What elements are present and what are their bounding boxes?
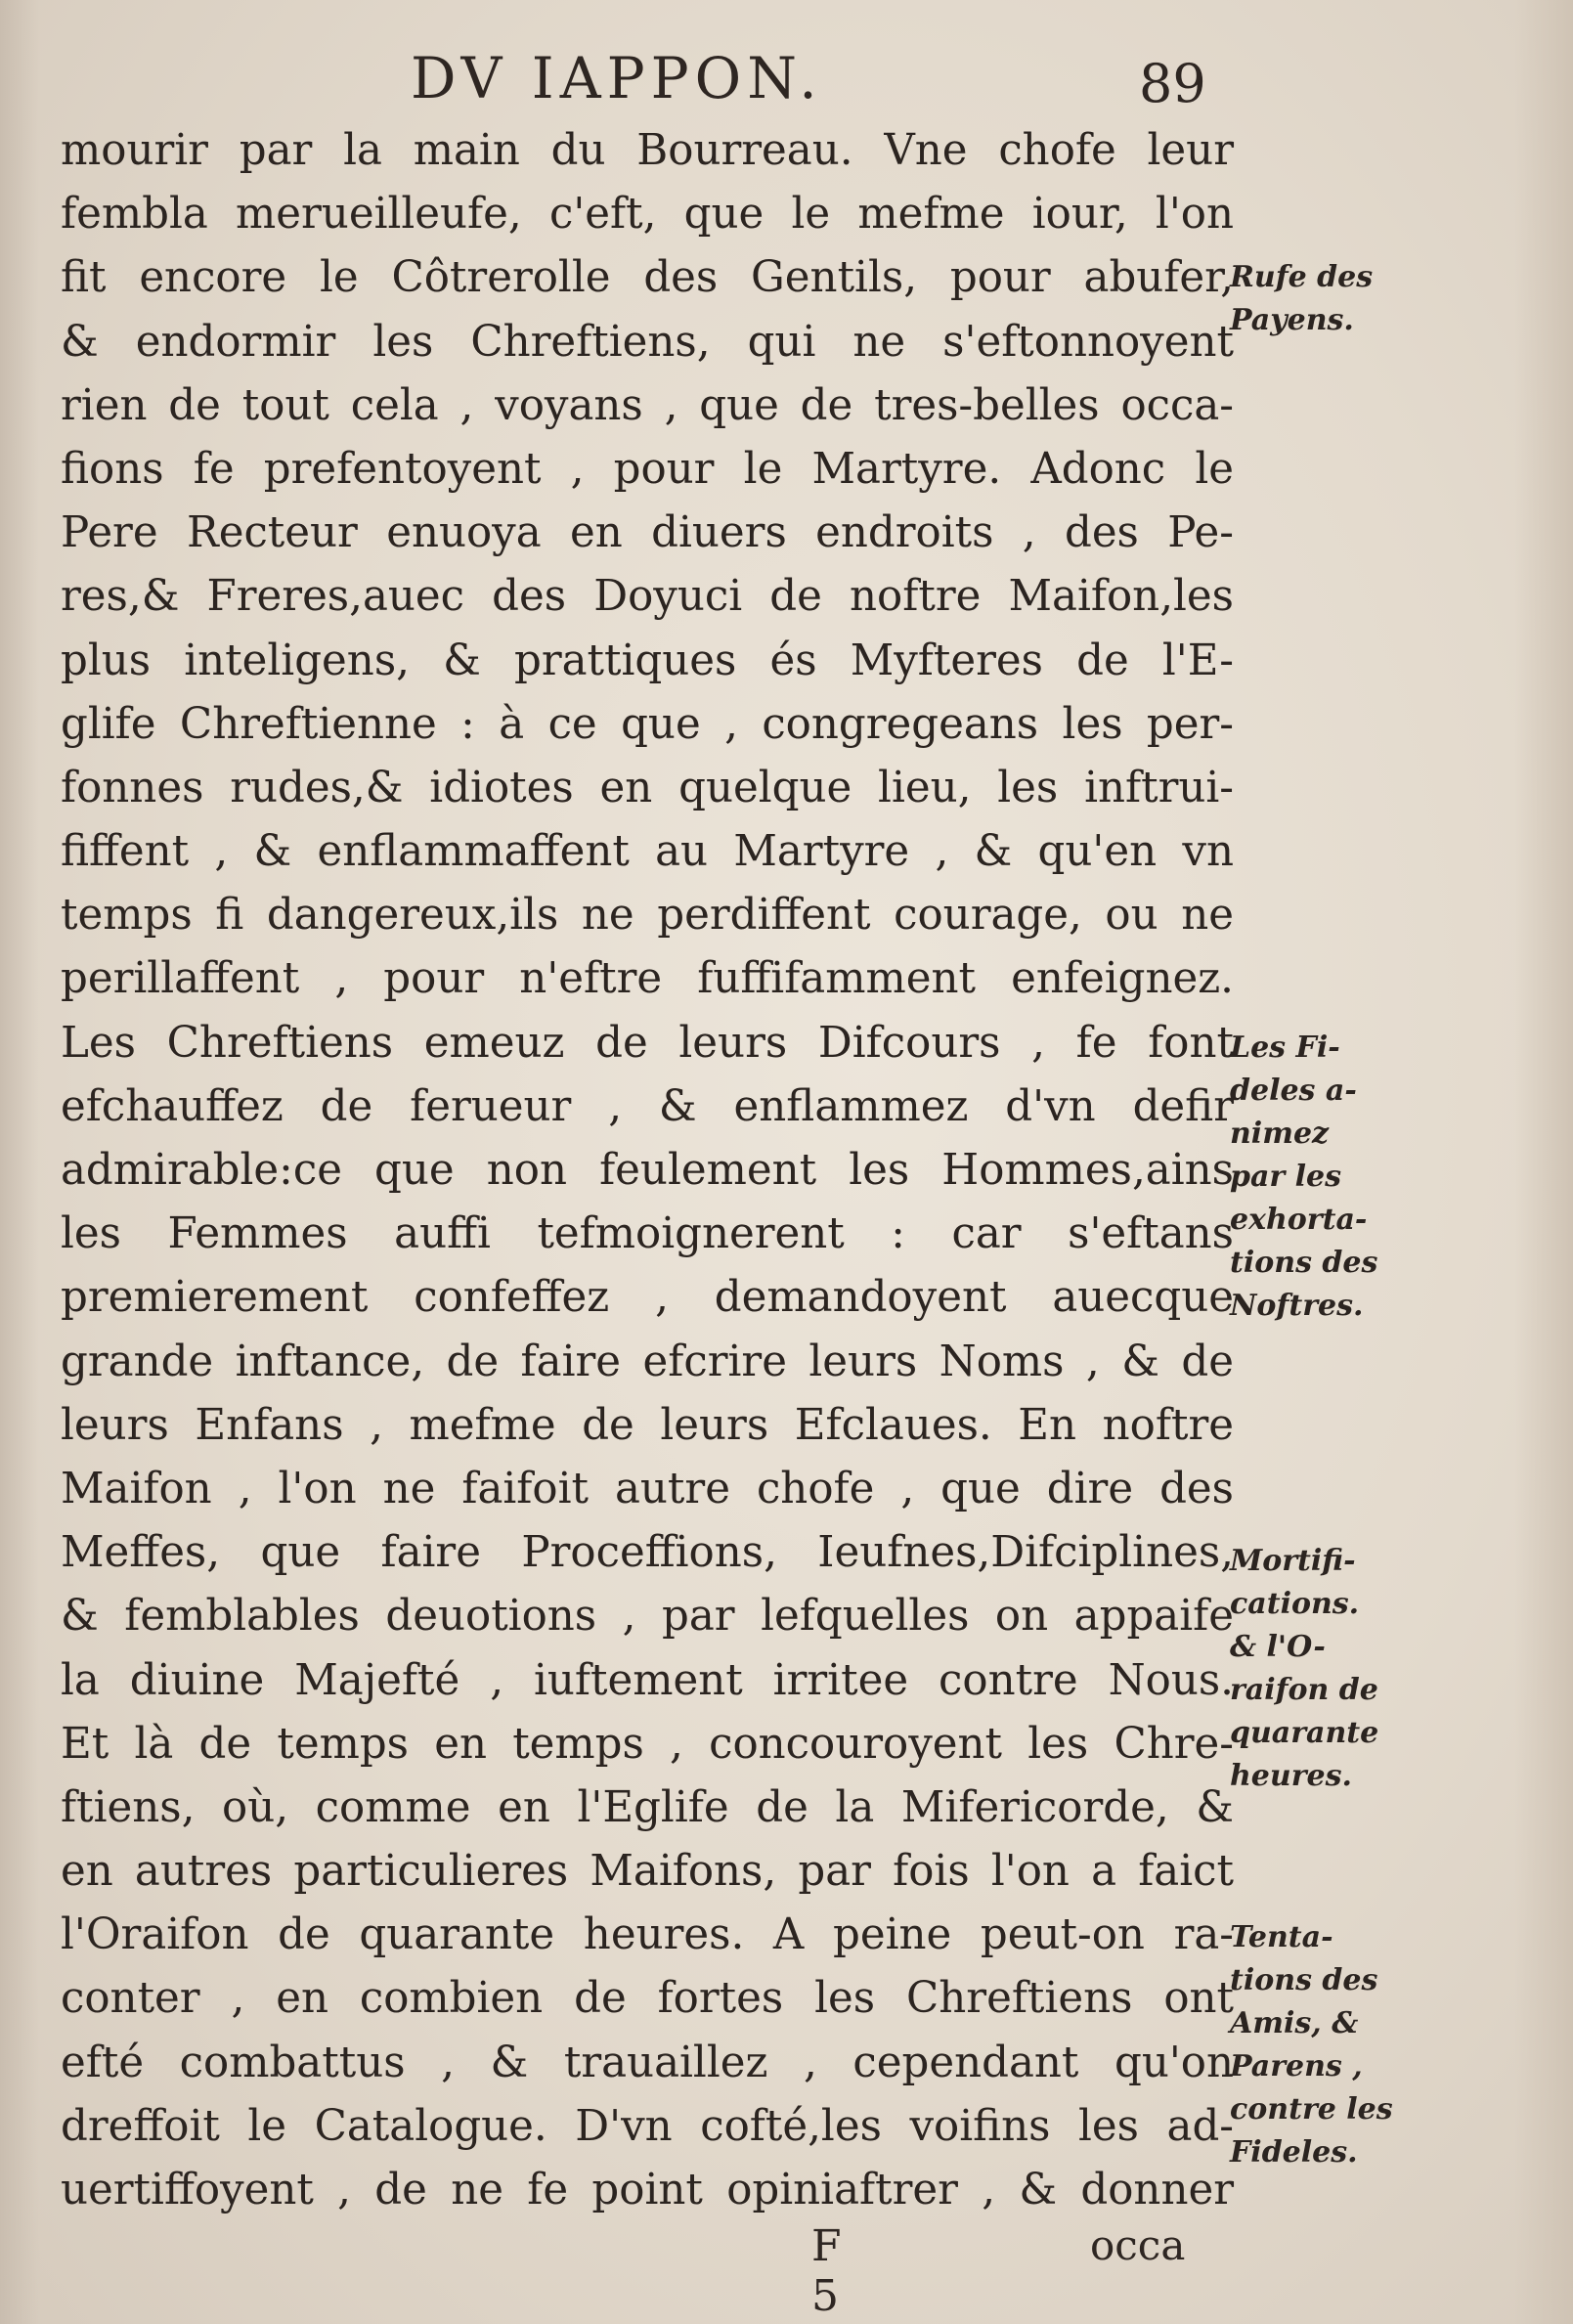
note-line: exhorta- [1230, 1203, 1368, 1237]
note-line: raifon de [1230, 1673, 1378, 1707]
note-line: & l'O- [1230, 1630, 1326, 1664]
note-line: Rufe des [1230, 260, 1374, 294]
marginal-note-tentations [1230, 1916, 1416, 2174]
note-line: quarante [1230, 1716, 1379, 1750]
note-line: tions des [1230, 1246, 1378, 1280]
text-line: Maifon , l'on ne faifoit autre chofe , que dire des [61, 1464, 1234, 1513]
text-line: & femblables deuotions , par lefquelles on appaife [61, 1592, 1234, 1642]
note-line: heures. [1230, 1759, 1352, 1793]
note-line: Tenta- [1230, 1920, 1333, 1954]
body-text [61, 119, 1234, 2222]
text-line: l'Oraifon de quarante heures. A peine peut-on ra- [61, 1910, 1234, 1960]
text-line: fit encore le Côtrerolle des Gentils, pour abufer, [61, 253, 1234, 303]
text-line: fembla merueilleufe, c'eft, que le mefme iour, l'on [61, 190, 1234, 240]
text-line: plus inteligens, & prattiques és Myfteres de l'E- [61, 636, 1234, 685]
text-line: Les Chreftiens emeuz de leurs Difcours , fe font [61, 1018, 1234, 1068]
text-line: en autres particulieres Maifons, par fois l'on a faict [61, 1847, 1234, 1897]
text-line: & endormir les Chreftiens, qui ne s'eftonnoyent [61, 317, 1234, 367]
text-line: la diuine Majefté , iuftement irritee contre Nous. [61, 1655, 1234, 1705]
running-title: DV IAPPON. [411, 45, 823, 111]
text-line: rien de tout cela , voyans , que de tres-belles occa- [61, 380, 1234, 430]
text-line: leurs Enfans , mefme de leurs Efclaues. En noftre [61, 1400, 1234, 1450]
text-line: fiffent , & enflammaffent au Martyre , & qu'en vn [61, 827, 1234, 877]
note-line: deles a- [1230, 1074, 1357, 1108]
note-line: tions des [1230, 1963, 1378, 1997]
text-line: grande inftance, de faire efcrire leurs Noms , & de [61, 1337, 1234, 1386]
text-line: glife Chreftienne : à ce que , congregeans les per- [61, 699, 1234, 749]
marginal-note-ruse [1230, 256, 1416, 342]
text-line: ftiens, où, comme en l'Eglife de la Mifericorde, & [61, 1782, 1234, 1832]
note-line: cations. [1230, 1587, 1360, 1621]
text-line: conter , en combien de fortes les Chreftiens ont [61, 1974, 1234, 2024]
page-number: 89 [1139, 53, 1206, 114]
note-line: Amis, & [1230, 2006, 1359, 2040]
text-line: les Femmes auffi tefmoignerent : car s'eftans [61, 1209, 1234, 1259]
note-line: Fideles. [1230, 2135, 1358, 2170]
text-line: fions fe prefentoyent , pour le Martyre. Adonc le [61, 444, 1234, 494]
marginal-note-fideles [1230, 1027, 1416, 1328]
page-shadow-right [1514, 0, 1573, 2324]
note-line: Les Fi- [1230, 1030, 1340, 1065]
note-line: Parens , [1230, 2049, 1363, 2083]
text-line: Et là de temps en temps , concouroyent les Chre- [61, 1719, 1234, 1769]
note-line: Mortifi- [1230, 1544, 1356, 1578]
note-line: par les [1230, 1160, 1342, 1194]
note-line: nimez [1230, 1117, 1330, 1151]
text-line: temps fi dangereux,ils ne perdiffent courage, ou ne [61, 891, 1234, 941]
text-line: res,& Freres,auec des Doyuci de noftre Maifon,les [61, 572, 1234, 622]
text-line: admirable:ce que non feulement les Hommes,ains [61, 1146, 1234, 1195]
text-line: dreffoit le Catalogue. D'vn cofté,les voifins les ad- [61, 2101, 1234, 2151]
text-line: efté combattus , & trauaillez , cependant qu'on [61, 2038, 1234, 2087]
text-line: fonnes rudes,& idiotes en quelque lieu, les inftrui- [61, 763, 1234, 812]
page-shadow-left [0, 0, 39, 2324]
marginal-note-mortifications [1230, 1540, 1416, 1798]
text-line: premierement confeffez , demandoyent auecque [61, 1273, 1234, 1323]
note-line: contre les [1230, 2092, 1393, 2127]
text-line: perillaffent , pour n'eftre fuffifamment enfeignez. [61, 954, 1234, 1004]
note-line: Noftres. [1230, 1289, 1364, 1323]
text-line: uertiffoyent , de ne fe point opiniaftrer , & donner [61, 2166, 1234, 2214]
note-line: Payens. [1230, 303, 1354, 337]
text-line: mourir par la main du Bourreau. Vne chofe leur [61, 126, 1234, 175]
text-line: efchauffez de ferueur , & enflammez d'vn defir [61, 1081, 1234, 1131]
signature-mark: F 5 [811, 2221, 859, 2321]
text-line: Pere Recteur enuoya en diuers endroits , des Pe- [61, 508, 1234, 558]
text-line: Meffes, que faire Proceffions, Ieufnes,Difciplines, [61, 1528, 1234, 1578]
catchword: occa [1090, 2221, 1186, 2269]
